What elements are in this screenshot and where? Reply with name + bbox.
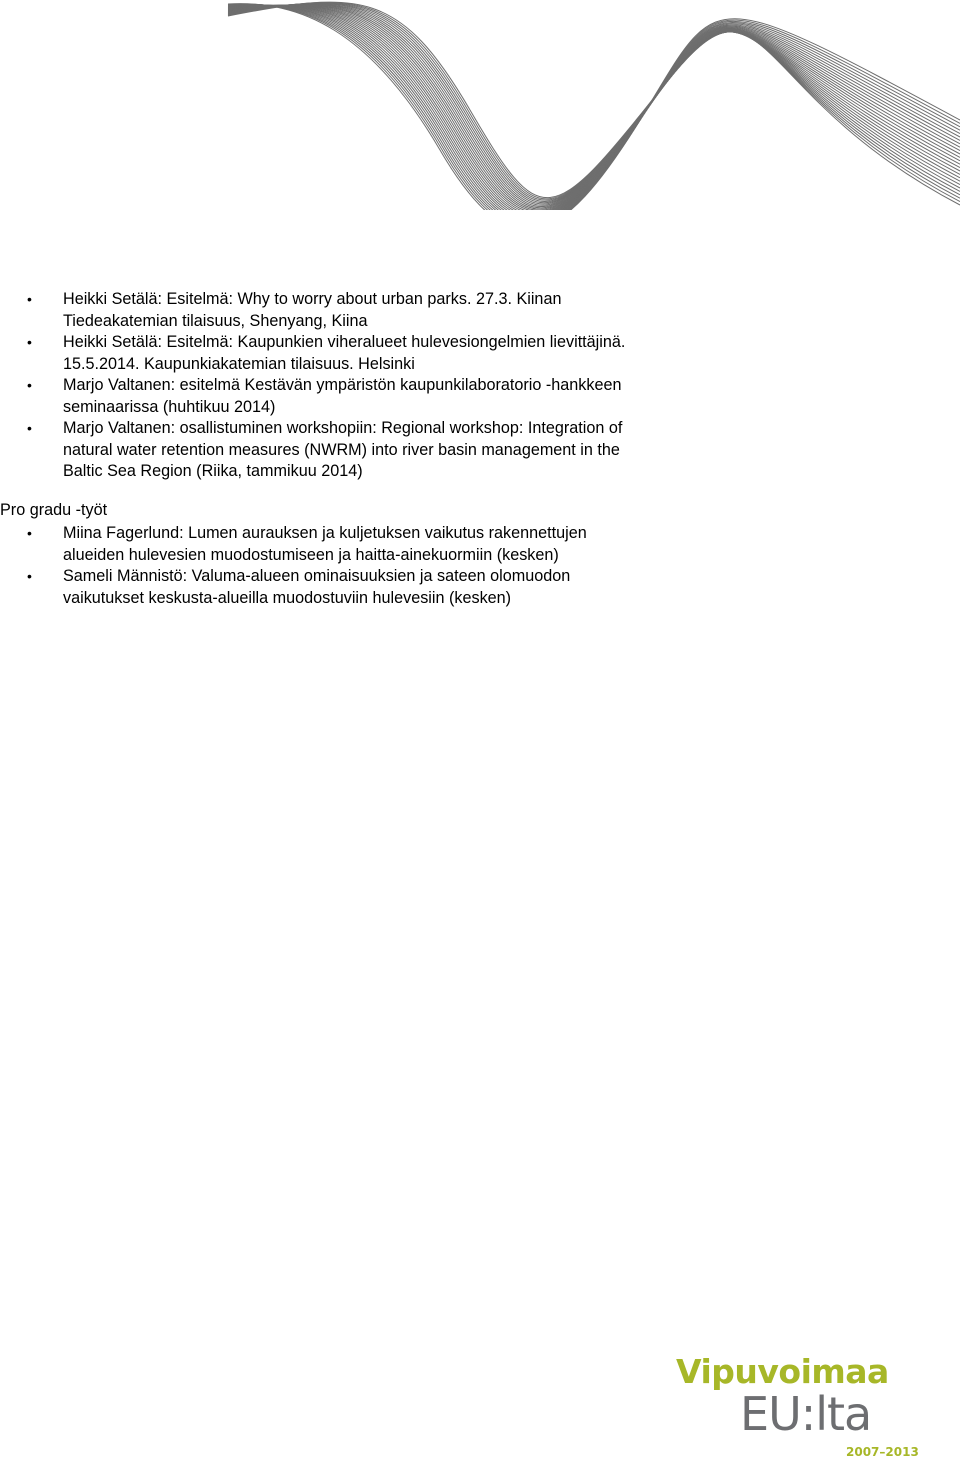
list-item-line: Sameli Männistö: Valuma-alueen ominaisuuksien ja sateen olomuodon — [63, 567, 571, 585]
bullet-icon: • — [27, 568, 32, 584]
logo-years: 2007–2013 — [846, 1445, 919, 1459]
list-item-line: Marjo Valtanen: esitelmä Kestävän ympäristön kaupunkilaboratorio -hankkeen — [63, 376, 622, 394]
list-item-line: seminaarissa (huhtikuu 2014) — [63, 397, 276, 416]
list-item-line: Baltic Sea Region (Riika, tammikuu 2014) — [63, 462, 363, 480]
list-item-line: vaikutukset keskusta-alueilla muodostuviin hulevesiin (kesken) — [63, 588, 512, 607]
bullet-icon: • — [27, 334, 32, 350]
list-item-line: Miina Fagerlund: Lumen aurauksen ja kuljetuksen vaikutus rakennettujen — [63, 524, 587, 542]
list-item — [0, 523, 960, 566]
list-item-line: 15.5.2014. Kaupunkiakatemian tilaisuus. Helsinki — [63, 354, 415, 373]
bullet-icon: • — [27, 420, 32, 436]
list-item-line: Heikki Setälä: Esitelmä: Why to worry about urban parks. 27.3. Kiinan — [63, 290, 562, 308]
decorative-ribbon-graphic — [0, 0, 960, 210]
pro-gradu-list — [0, 523, 960, 609]
list-item-line: Tiedeakatemian tilaisuus, Shenyang, Kiina — [63, 311, 368, 330]
list-item — [0, 418, 960, 483]
section-heading-pro-gradu: Pro gradu -työt — [0, 501, 108, 519]
bullet-icon: • — [27, 291, 32, 307]
list-item-line: alueiden hulevesien muodostumiseen ja haitta-ainekuormiin (kesken) — [63, 545, 559, 564]
presentations-section — [0, 289, 960, 483]
list-item-line: Heikki Setälä: Esitelmä: Kaupunkien viheralueet hulevesiongelmien lievittäjinä. — [63, 333, 626, 351]
logo-wordmark-vipuvoimaa: Vipuvoimaa — [676, 1352, 889, 1391]
list-item — [0, 332, 960, 375]
list-item-line: Marjo Valtanen: osallistuminen workshopiin: Regional workshop: Integration of — [63, 419, 623, 437]
list-item — [0, 375, 960, 418]
list-item-line: natural water retention measures (NWRM) into river basin management in the — [63, 440, 620, 459]
vipuvoimaa-eu-logo — [676, 1352, 919, 1464]
bullet-icon: • — [27, 377, 32, 393]
pro-gradu-section — [0, 523, 960, 609]
presentations-list — [0, 289, 960, 483]
list-item — [0, 566, 960, 609]
bullet-icon: • — [27, 525, 32, 541]
logo-wordmark-eulta: EU:lta — [740, 1387, 872, 1441]
list-item — [0, 289, 960, 332]
